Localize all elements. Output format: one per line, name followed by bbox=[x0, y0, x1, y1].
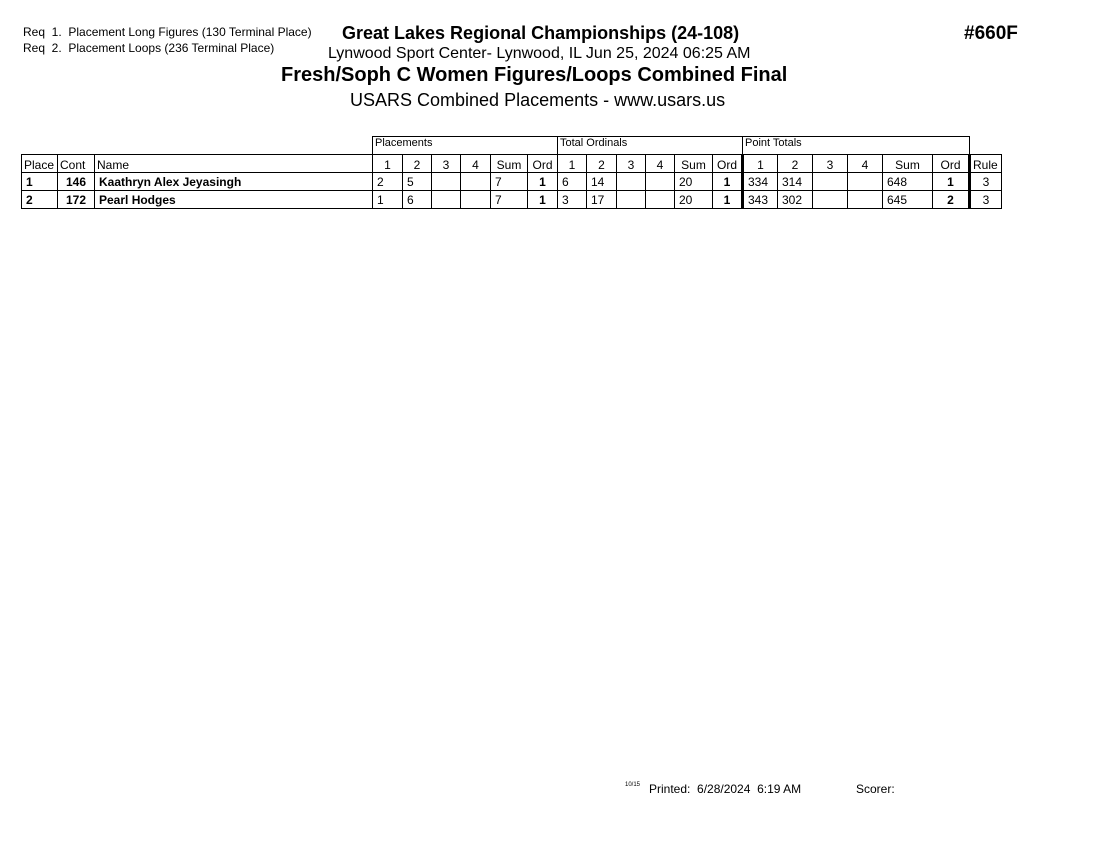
col-header-ordinal-1: 1 bbox=[558, 155, 587, 173]
col-header-ordinal-3: 3 bbox=[617, 155, 646, 173]
printed-timestamp: Printed: 6/28/2024 6:19 AM bbox=[649, 782, 802, 796]
ordinal-sum-cell: 20 bbox=[675, 191, 713, 209]
placement-4-cell bbox=[461, 173, 491, 191]
col-header-points-4: 4 bbox=[848, 155, 883, 173]
table-row bbox=[22, 173, 1002, 191]
points-3-cell bbox=[813, 173, 848, 191]
ordinal-ord-cell: 1 bbox=[713, 173, 743, 191]
col-header-placement-sum: Sum bbox=[491, 155, 528, 173]
col-header-name: Name bbox=[95, 155, 373, 173]
placement-3-cell bbox=[432, 191, 461, 209]
footer-page-mark: 10/15 bbox=[625, 782, 641, 788]
col-header-placement-1: 1 bbox=[373, 155, 403, 173]
final-title: Fresh/Soph C Women Figures/Loops Combined Final bbox=[281, 64, 788, 86]
ordinals-group-header: Total Ordinals bbox=[558, 137, 743, 155]
event-title: Great Lakes Regional Championships (24-108) bbox=[342, 23, 740, 43]
ordinal-1-cell: 6 bbox=[558, 173, 587, 191]
placement-1-cell: 2 bbox=[373, 173, 403, 191]
placement-2-cell: 6 bbox=[403, 191, 432, 209]
points-ord-cell: 2 bbox=[933, 191, 970, 209]
placement-ord-cell: 1 bbox=[528, 191, 558, 209]
requirement-1: Req 1. Placement Long Figures (130 Terminal Place) bbox=[23, 25, 312, 39]
placement-1-cell: 1 bbox=[373, 191, 403, 209]
cont-cell: 146 bbox=[58, 173, 95, 191]
ordinal-3-cell bbox=[617, 173, 646, 191]
col-header-ordinal-4: 4 bbox=[646, 155, 675, 173]
col-header-placement-ord: Ord bbox=[528, 155, 558, 173]
table-row bbox=[22, 191, 1002, 209]
ordinal-4-cell bbox=[646, 191, 675, 209]
event-number: #660F bbox=[964, 23, 1018, 44]
ordinal-ord-cell: 1 bbox=[713, 191, 743, 209]
points-2-cell: 314 bbox=[778, 173, 813, 191]
col-header-points-sum: Sum bbox=[883, 155, 933, 173]
results-table bbox=[21, 136, 1002, 209]
requirement-2: Req 2. Placement Loops (236 Terminal Place) bbox=[23, 41, 275, 55]
points-sum-cell: 645 bbox=[883, 191, 933, 209]
col-header-ordinal-sum: Sum bbox=[675, 155, 713, 173]
event-location: Lynwood Sport Center- Lynwood, IL Jun 25, 2024 06:25 AM bbox=[328, 45, 751, 62]
points-group-header: Point Totals bbox=[743, 137, 970, 155]
col-header-points-ord: Ord bbox=[933, 155, 970, 173]
col-header-ordinal-2: 2 bbox=[587, 155, 617, 173]
col-header-placement-3: 3 bbox=[432, 155, 461, 173]
placement-3-cell bbox=[432, 173, 461, 191]
ordinal-3-cell bbox=[617, 191, 646, 209]
points-2-cell: 302 bbox=[778, 191, 813, 209]
placement-2-cell: 5 bbox=[403, 173, 432, 191]
group-header-row bbox=[22, 137, 1002, 155]
placements-group-header: Placements bbox=[373, 137, 558, 155]
points-4-cell bbox=[848, 173, 883, 191]
col-header-points-3: 3 bbox=[813, 155, 848, 173]
col-header-ordinal-ord: Ord bbox=[713, 155, 743, 173]
rule-cell: 3 bbox=[970, 173, 1002, 191]
placement-sum-cell: 7 bbox=[491, 191, 528, 209]
points-1-cell: 343 bbox=[743, 191, 778, 209]
points-1-cell: 334 bbox=[743, 173, 778, 191]
points-3-cell bbox=[813, 191, 848, 209]
cont-cell: 172 bbox=[58, 191, 95, 209]
col-header-points-2: 2 bbox=[778, 155, 813, 173]
ordinal-2-cell: 17 bbox=[587, 191, 617, 209]
placement-ord-cell: 1 bbox=[528, 173, 558, 191]
skater-name-cell: Kaathryn Alex Jeyasingh bbox=[95, 173, 373, 191]
col-header-placement-4: 4 bbox=[461, 155, 491, 173]
col-header-points-1: 1 bbox=[743, 155, 778, 173]
ordinal-4-cell bbox=[646, 173, 675, 191]
placement-4-cell bbox=[461, 191, 491, 209]
points-ord-cell: 1 bbox=[933, 173, 970, 191]
rule-cell: 3 bbox=[970, 191, 1002, 209]
points-4-cell bbox=[848, 191, 883, 209]
col-header-cont: Cont bbox=[58, 155, 95, 173]
place-cell: 2 bbox=[22, 191, 58, 209]
ordinal-2-cell: 14 bbox=[587, 173, 617, 191]
col-header-rule: Rule bbox=[970, 155, 1002, 173]
ordinal-sum-cell: 20 bbox=[675, 173, 713, 191]
placement-sum-cell: 7 bbox=[491, 173, 528, 191]
col-header-placement-2: 2 bbox=[403, 155, 432, 173]
skater-name-cell: Pearl Hodges bbox=[95, 191, 373, 209]
points-sum-cell: 648 bbox=[883, 173, 933, 191]
scorer-label: Scorer: bbox=[856, 782, 895, 796]
column-header-row bbox=[22, 155, 1002, 173]
place-cell: 1 bbox=[22, 173, 58, 191]
col-header-place: Place bbox=[22, 155, 58, 173]
subtitle: USARS Combined Placements - www.usars.us bbox=[350, 90, 726, 110]
ordinal-1-cell: 3 bbox=[558, 191, 587, 209]
